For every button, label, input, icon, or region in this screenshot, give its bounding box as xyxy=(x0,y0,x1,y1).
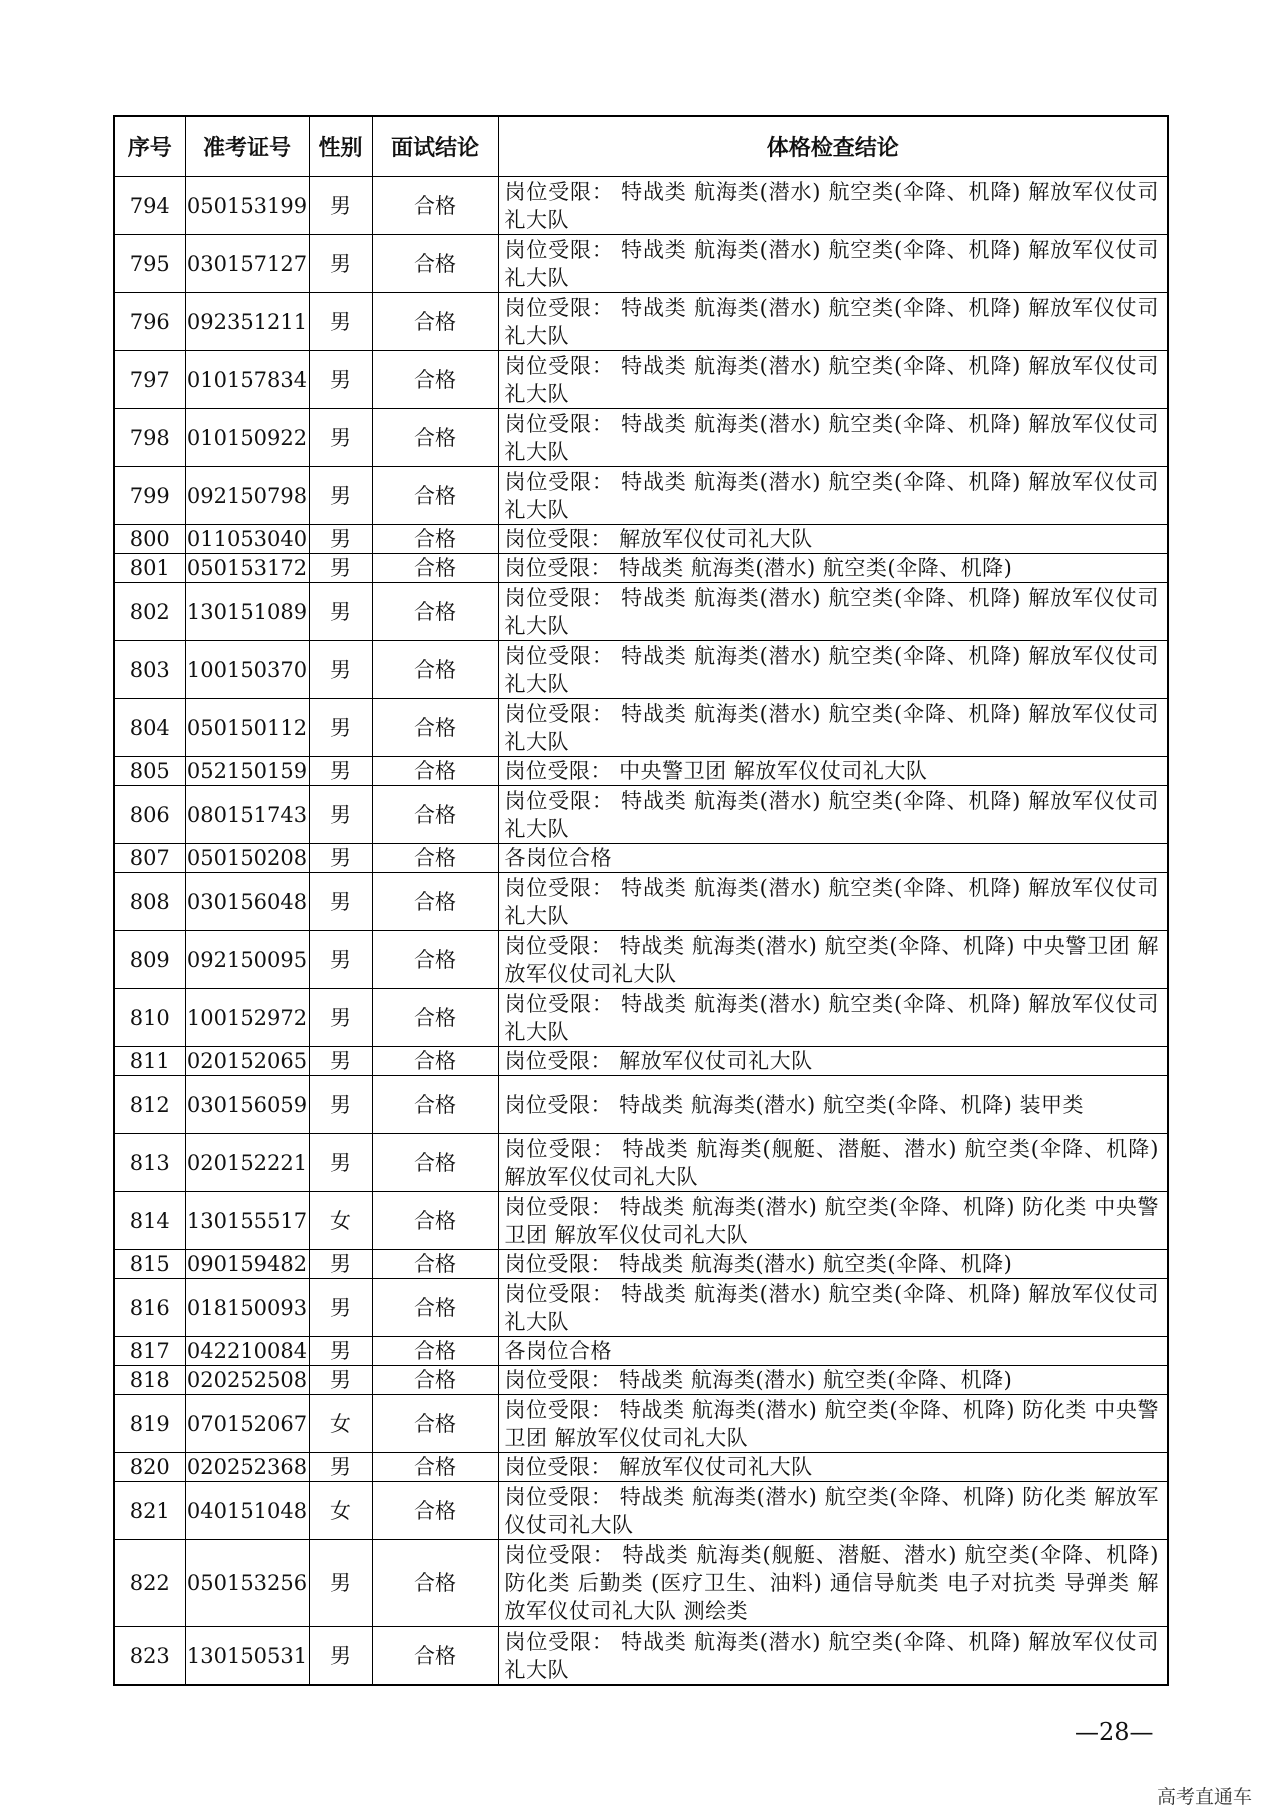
table-body xyxy=(114,177,1168,1686)
cell-physical: 岗位受限： 特战类 航海类(潜水) 航空类(伞降、机降) 解放军仪仗司礼大队 xyxy=(498,873,1168,931)
cell-physical: 岗位受限： 特战类 航海类(潜水) 航空类(伞降、机降) 装甲类 xyxy=(498,1076,1168,1134)
cell-gender: 男 xyxy=(309,1047,372,1076)
cell-exam-id: 050150208 xyxy=(185,844,309,873)
cell-seq: 819 xyxy=(114,1395,185,1453)
cell-interview: 合格 xyxy=(372,554,498,583)
cell-interview: 合格 xyxy=(372,409,498,467)
cell-seq: 816 xyxy=(114,1279,185,1337)
table-row xyxy=(114,873,1168,931)
table-row xyxy=(114,1250,1168,1279)
table-row xyxy=(114,409,1168,467)
cell-gender: 男 xyxy=(309,699,372,757)
cell-gender: 女 xyxy=(309,1192,372,1250)
cell-exam-id: 050150112 xyxy=(185,699,309,757)
table-row xyxy=(114,293,1168,351)
cell-gender: 女 xyxy=(309,1395,372,1453)
cell-interview: 合格 xyxy=(372,1540,498,1627)
cell-exam-id: 100150370 xyxy=(185,641,309,699)
header-gender: 性别 xyxy=(309,116,372,177)
cell-physical: 岗位受限： 特战类 航海类(潜水) 航空类(伞降、机降) 解放军仪仗司礼大队 xyxy=(498,583,1168,641)
table-row xyxy=(114,525,1168,554)
cell-physical: 岗位受限： 中央警卫团 解放军仪仗司礼大队 xyxy=(498,757,1168,786)
cell-gender: 男 xyxy=(309,177,372,235)
cell-physical: 岗位受限： 特战类 航海类(潜水) 航空类(伞降、机降) 解放军仪仗司礼大队 xyxy=(498,351,1168,409)
cell-exam-id: 040151048 xyxy=(185,1482,309,1540)
cell-seq: 812 xyxy=(114,1076,185,1134)
cell-gender: 男 xyxy=(309,525,372,554)
cell-exam-id: 018150093 xyxy=(185,1279,309,1337)
cell-seq: 804 xyxy=(114,699,185,757)
cell-exam-id: 050153256 xyxy=(185,1540,309,1627)
table-row xyxy=(114,1076,1168,1134)
cell-exam-id: 092150798 xyxy=(185,467,309,525)
cell-gender: 男 xyxy=(309,641,372,699)
cell-seq: 803 xyxy=(114,641,185,699)
cell-gender: 男 xyxy=(309,1453,372,1482)
table-row xyxy=(114,786,1168,844)
cell-exam-id: 020152221 xyxy=(185,1134,309,1192)
cell-exam-id: 030156048 xyxy=(185,873,309,931)
cell-interview: 合格 xyxy=(372,873,498,931)
cell-seq: 811 xyxy=(114,1047,185,1076)
header-seq: 序号 xyxy=(114,116,185,177)
cell-exam-id: 030157127 xyxy=(185,235,309,293)
cell-gender: 男 xyxy=(309,1337,372,1366)
cell-interview: 合格 xyxy=(372,1047,498,1076)
table-row xyxy=(114,1627,1168,1686)
cell-gender: 男 xyxy=(309,757,372,786)
cell-exam-id: 070152067 xyxy=(185,1395,309,1453)
table-row xyxy=(114,641,1168,699)
cell-interview: 合格 xyxy=(372,699,498,757)
cell-physical: 岗位受限： 特战类 航海类(潜水) 航空类(伞降、机降) xyxy=(498,554,1168,583)
cell-seq: 810 xyxy=(114,989,185,1047)
cell-exam-id: 080151743 xyxy=(185,786,309,844)
cell-physical: 岗位受限： 特战类 航海类(潜水) 航空类(伞降、机降) 解放军仪仗司礼大队 xyxy=(498,409,1168,467)
cell-physical: 岗位受限： 解放军仪仗司礼大队 xyxy=(498,525,1168,554)
cell-physical: 岗位受限： 特战类 航海类(潜水) 航空类(伞降、机降) 防化类 中央警卫团 解放军仪仗司礼大队 xyxy=(498,1395,1168,1453)
cell-exam-id: 010157834 xyxy=(185,351,309,409)
cell-seq: 820 xyxy=(114,1453,185,1482)
table-row xyxy=(114,1134,1168,1192)
cell-gender: 男 xyxy=(309,351,372,409)
cell-gender: 男 xyxy=(309,235,372,293)
table-row xyxy=(114,583,1168,641)
table-row xyxy=(114,931,1168,989)
cell-interview: 合格 xyxy=(372,1134,498,1192)
cell-interview: 合格 xyxy=(372,1192,498,1250)
cell-physical: 岗位受限： 特战类 航海类(舰艇、潜艇、潜水) 航空类(伞降、机降) 防化类 后勤类 (医疗卫生、油料) 通信导航类 电子对抗类 导弹类 解放军仪仗司礼大队 测绘类 xyxy=(498,1540,1168,1627)
cell-exam-id: 130150531 xyxy=(185,1627,309,1686)
cell-interview: 合格 xyxy=(372,757,498,786)
header-physical: 体格检查结论 xyxy=(498,116,1168,177)
table-row xyxy=(114,467,1168,525)
cell-interview: 合格 xyxy=(372,1250,498,1279)
cell-exam-id: 130151089 xyxy=(185,583,309,641)
cell-exam-id: 020252508 xyxy=(185,1366,309,1395)
cell-interview: 合格 xyxy=(372,1627,498,1686)
cell-exam-id: 092150095 xyxy=(185,931,309,989)
cell-physical: 岗位受限： 特战类 航海类(潜水) 航空类(伞降、机降) 防化类 解放军仪仗司礼大队 xyxy=(498,1482,1168,1540)
cell-exam-id: 052150159 xyxy=(185,757,309,786)
cell-gender: 男 xyxy=(309,931,372,989)
cell-seq: 817 xyxy=(114,1337,185,1366)
cell-interview: 合格 xyxy=(372,989,498,1047)
table-row xyxy=(114,699,1168,757)
results-table xyxy=(113,115,1169,1686)
cell-physical: 岗位受限： 特战类 航海类(舰艇、潜艇、潜水) 航空类(伞降、机降) 解放军仪仗司礼大队 xyxy=(498,1134,1168,1192)
table-row xyxy=(114,177,1168,235)
cell-seq: 809 xyxy=(114,931,185,989)
cell-physical: 岗位受限： 解放军仪仗司礼大队 xyxy=(498,1453,1168,1482)
cell-physical: 岗位受限： 特战类 航海类(潜水) 航空类(伞降、机降) 解放军仪仗司礼大队 xyxy=(498,467,1168,525)
cell-seq: 814 xyxy=(114,1192,185,1250)
cell-seq: 808 xyxy=(114,873,185,931)
cell-seq: 805 xyxy=(114,757,185,786)
cell-seq: 801 xyxy=(114,554,185,583)
cell-gender: 男 xyxy=(309,1134,372,1192)
header-interview: 面试结论 xyxy=(372,116,498,177)
cell-exam-id: 042210084 xyxy=(185,1337,309,1366)
cell-exam-id: 130155517 xyxy=(185,1192,309,1250)
cell-interview: 合格 xyxy=(372,786,498,844)
cell-gender: 女 xyxy=(309,1482,372,1540)
cell-physical: 岗位受限： 特战类 航海类(潜水) 航空类(伞降、机降) 解放军仪仗司礼大队 xyxy=(498,293,1168,351)
cell-seq: 795 xyxy=(114,235,185,293)
cell-physical: 各岗位合格 xyxy=(498,1337,1168,1366)
cell-interview: 合格 xyxy=(372,1366,498,1395)
cell-exam-id: 050153199 xyxy=(185,177,309,235)
cell-interview: 合格 xyxy=(372,467,498,525)
header-row xyxy=(114,116,1168,177)
cell-gender: 男 xyxy=(309,409,372,467)
cell-physical: 岗位受限： 特战类 航海类(潜水) 航空类(伞降、机降) 防化类 中央警卫团 解放军仪仗司礼大队 xyxy=(498,1192,1168,1250)
cell-gender: 男 xyxy=(309,554,372,583)
cell-physical: 岗位受限： 特战类 航海类(潜水) 航空类(伞降、机降) 解放军仪仗司礼大队 xyxy=(498,177,1168,235)
table-row xyxy=(114,351,1168,409)
cell-gender: 男 xyxy=(309,467,372,525)
header-exam-id: 准考证号 xyxy=(185,116,309,177)
cell-exam-id: 090159482 xyxy=(185,1250,309,1279)
table-row xyxy=(114,1395,1168,1453)
cell-interview: 合格 xyxy=(372,1337,498,1366)
cell-physical: 岗位受限： 特战类 航海类(潜水) 航空类(伞降、机降) 解放军仪仗司礼大队 xyxy=(498,989,1168,1047)
cell-interview: 合格 xyxy=(372,525,498,554)
cell-seq: 823 xyxy=(114,1627,185,1686)
watermark-text: 高考直通车 xyxy=(1156,1786,1252,1808)
cell-exam-id: 100152972 xyxy=(185,989,309,1047)
cell-interview: 合格 xyxy=(372,351,498,409)
cell-seq: 806 xyxy=(114,786,185,844)
cell-seq: 797 xyxy=(114,351,185,409)
table-row xyxy=(114,1279,1168,1337)
table-row xyxy=(114,844,1168,873)
cell-gender: 男 xyxy=(309,1627,372,1686)
cell-physical: 岗位受限： 特战类 航海类(潜水) 航空类(伞降、机降) 解放军仪仗司礼大队 xyxy=(498,1627,1168,1686)
cell-seq: 800 xyxy=(114,525,185,554)
cell-exam-id: 050153172 xyxy=(185,554,309,583)
cell-seq: 821 xyxy=(114,1482,185,1540)
table-row xyxy=(114,1540,1168,1627)
cell-gender: 男 xyxy=(309,1279,372,1337)
cell-interview: 合格 xyxy=(372,931,498,989)
table-row xyxy=(114,757,1168,786)
cell-interview: 合格 xyxy=(372,293,498,351)
table-row xyxy=(114,554,1168,583)
cell-gender: 男 xyxy=(309,873,372,931)
cell-exam-id: 020252368 xyxy=(185,1453,309,1482)
cell-exam-id: 010150922 xyxy=(185,409,309,467)
cell-physical: 岗位受限： 特战类 航海类(潜水) 航空类(伞降、机降) 解放军仪仗司礼大队 xyxy=(498,1279,1168,1337)
cell-seq: 799 xyxy=(114,467,185,525)
cell-exam-id: 030156059 xyxy=(185,1076,309,1134)
cell-interview: 合格 xyxy=(372,844,498,873)
table-row xyxy=(114,1453,1168,1482)
cell-seq: 798 xyxy=(114,409,185,467)
cell-gender: 男 xyxy=(309,583,372,641)
cell-physical: 各岗位合格 xyxy=(498,844,1168,873)
cell-interview: 合格 xyxy=(372,583,498,641)
cell-seq: 822 xyxy=(114,1540,185,1627)
cell-physical: 岗位受限： 特战类 航海类(潜水) 航空类(伞降、机降) 解放军仪仗司礼大队 xyxy=(498,641,1168,699)
cell-physical: 岗位受限： 特战类 航海类(潜水) 航空类(伞降、机降) xyxy=(498,1366,1168,1395)
cell-physical: 岗位受限： 特战类 航海类(潜水) 航空类(伞降、机降) 中央警卫团 解放军仪仗司礼大队 xyxy=(498,931,1168,989)
cell-physical: 岗位受限： 特战类 航海类(潜水) 航空类(伞降、机降) xyxy=(498,1250,1168,1279)
table-row xyxy=(114,1337,1168,1366)
table-row xyxy=(114,235,1168,293)
cell-physical: 岗位受限： 特战类 航海类(潜水) 航空类(伞降、机降) 解放军仪仗司礼大队 xyxy=(498,699,1168,757)
table-row xyxy=(114,1047,1168,1076)
cell-exam-id: 011053040 xyxy=(185,525,309,554)
cell-seq: 815 xyxy=(114,1250,185,1279)
cell-interview: 合格 xyxy=(372,1453,498,1482)
cell-seq: 794 xyxy=(114,177,185,235)
cell-seq: 813 xyxy=(114,1134,185,1192)
cell-interview: 合格 xyxy=(372,1482,498,1540)
table-row xyxy=(114,989,1168,1047)
cell-gender: 男 xyxy=(309,1366,372,1395)
cell-gender: 男 xyxy=(309,1076,372,1134)
cell-interview: 合格 xyxy=(372,177,498,235)
cell-gender: 男 xyxy=(309,293,372,351)
cell-interview: 合格 xyxy=(372,1279,498,1337)
cell-seq: 818 xyxy=(114,1366,185,1395)
page-number: —28— xyxy=(1075,1718,1154,1746)
cell-interview: 合格 xyxy=(372,1395,498,1453)
cell-physical: 岗位受限： 特战类 航海类(潜水) 航空类(伞降、机降) 解放军仪仗司礼大队 xyxy=(498,235,1168,293)
cell-gender: 男 xyxy=(309,1540,372,1627)
cell-interview: 合格 xyxy=(372,641,498,699)
cell-gender: 男 xyxy=(309,786,372,844)
cell-exam-id: 092351211 xyxy=(185,293,309,351)
table-row xyxy=(114,1482,1168,1540)
cell-gender: 男 xyxy=(309,1250,372,1279)
cell-gender: 男 xyxy=(309,989,372,1047)
cell-seq: 802 xyxy=(114,583,185,641)
table-row xyxy=(114,1192,1168,1250)
cell-interview: 合格 xyxy=(372,1076,498,1134)
cell-seq: 796 xyxy=(114,293,185,351)
cell-seq: 807 xyxy=(114,844,185,873)
cell-interview: 合格 xyxy=(372,235,498,293)
cell-physical: 岗位受限： 特战类 航海类(潜水) 航空类(伞降、机降) 解放军仪仗司礼大队 xyxy=(498,786,1168,844)
cell-exam-id: 020152065 xyxy=(185,1047,309,1076)
cell-physical: 岗位受限： 解放军仪仗司礼大队 xyxy=(498,1047,1168,1076)
cell-gender: 男 xyxy=(309,844,372,873)
table-row xyxy=(114,1366,1168,1395)
